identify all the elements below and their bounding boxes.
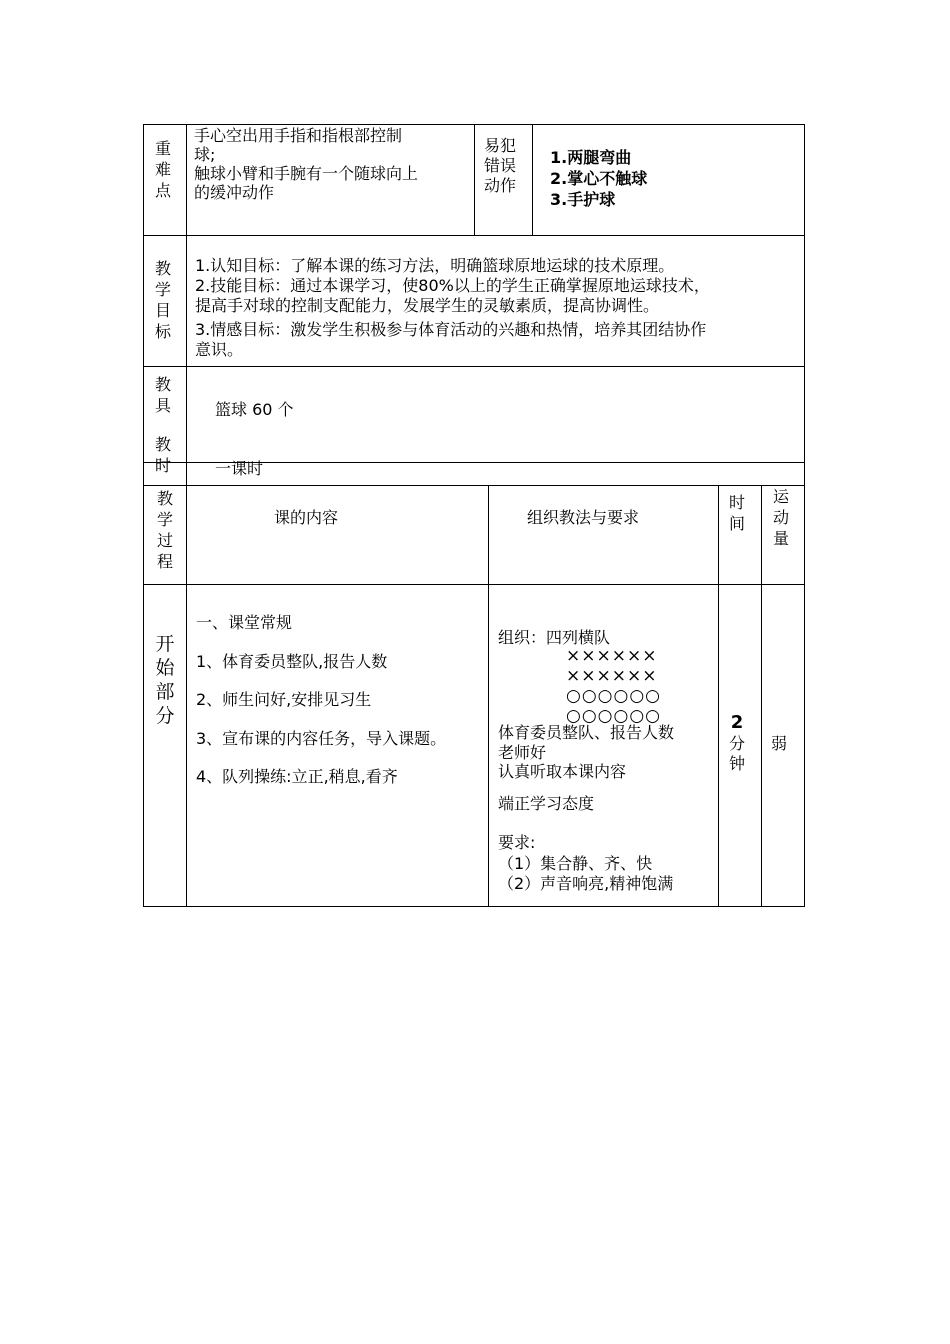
period-value: 一课时 [215,459,264,478]
objectives-content [195,256,710,360]
key-points-line: 手心空出用手指和指根部控制 [194,126,403,145]
equipment-label: 教具 [154,375,171,415]
table-border-bottom [143,906,805,907]
load-header: 运动量 [772,487,789,548]
period-label: 教时 [154,435,171,475]
content-item: 一、课堂常规 [196,613,293,632]
requirement-item: （2）声音响亮,精神饱满 [498,874,674,893]
method-header: 组织教法与要求 [527,508,640,527]
formation-row: ×××××× [566,646,658,666]
content-header: 课的内容 [274,508,339,527]
formation-row: ×××××× [566,666,658,686]
duration-value: 2 [730,712,744,733]
duration [727,712,747,774]
mistake-item: 2.掌心不触球 [550,169,648,188]
objectives-label: 教学目标 [154,259,171,341]
requirement-item: （1）集合静、齐、快 [498,853,653,873]
row-divider-4 [143,485,805,486]
key-points-content [194,126,418,202]
method-column-divider [488,485,489,907]
table-border-right [804,124,805,907]
mistakes-divider-left [474,124,475,235]
mistakes-label: 易犯错误动作 [484,136,517,195]
objective-line: 意识。 [195,340,244,359]
key-points-line: 球; [194,145,216,164]
row-divider-1 [143,235,805,236]
time-header: 时间 [728,493,745,533]
equipment-value: 篮球 60 个 [215,400,294,419]
requirements [498,833,673,895]
row-divider-5 [143,584,805,585]
process-label: 教学过程 [156,489,173,571]
key-points-line: 的缓冲动作 [194,183,275,202]
load-column-divider [761,485,762,907]
requirements-label: 要求: [498,833,536,852]
start-section-label: 开始部分 [155,633,175,727]
method-line: 老师好 [498,742,547,762]
objective-line: 2.技能目标：通过本课学习，使80%以上的学生正确掌握原地运球技术， [195,276,710,295]
attitude-line: 端正学习态度 [498,794,595,813]
objective-line: 3.情感目标：激发学生积极参与体育活动的兴趣和热情，培养其团结协作 [195,320,707,339]
mistake-item: 3.手护球 [550,190,616,209]
content-item: 2、师生问好,安排见习生 [196,690,372,709]
method-lines [498,723,674,782]
load-value: 弱 [771,734,788,753]
objective-line: 1.认知目标：了解本课的练习方法，明确篮球原地运球的技术原理。 [195,256,675,275]
table-border-left [143,124,144,907]
start-content-list [196,604,446,797]
mistakes-list [550,147,647,210]
content-item: 3、宣布课的内容任务，导入课题。 [196,728,447,748]
method-line: 体育委员整队、报告人数 [498,723,675,742]
duration-unit: 分钟 [728,734,745,773]
label-column-divider [186,124,187,907]
content-item: 1、体育委员整队,报告人数 [196,651,388,671]
content-item: 4、队列操练:立正,稍息,看齐 [196,767,398,786]
formation-row: ○○○○○○ [566,686,662,706]
objective-line: 提高手对球的控制支配能力，发展学生的灵敏素质，提高协调性。 [195,296,660,315]
mistake-item: 1.两腿弯曲 [550,148,632,167]
mistakes-divider-right [532,124,533,235]
organization-label: 组织：四列横队 [498,628,611,647]
method-line: 认真听取本课内容 [498,762,627,781]
formation-diagram [566,646,661,726]
key-points-label: 重难点 [154,139,171,200]
time-column-divider [718,485,719,907]
key-points-line: 触球小臂和手腕有一个随球向上 [194,164,419,183]
formation-row: ○○○○○○ [566,706,662,726]
row-divider-2 [143,366,805,367]
